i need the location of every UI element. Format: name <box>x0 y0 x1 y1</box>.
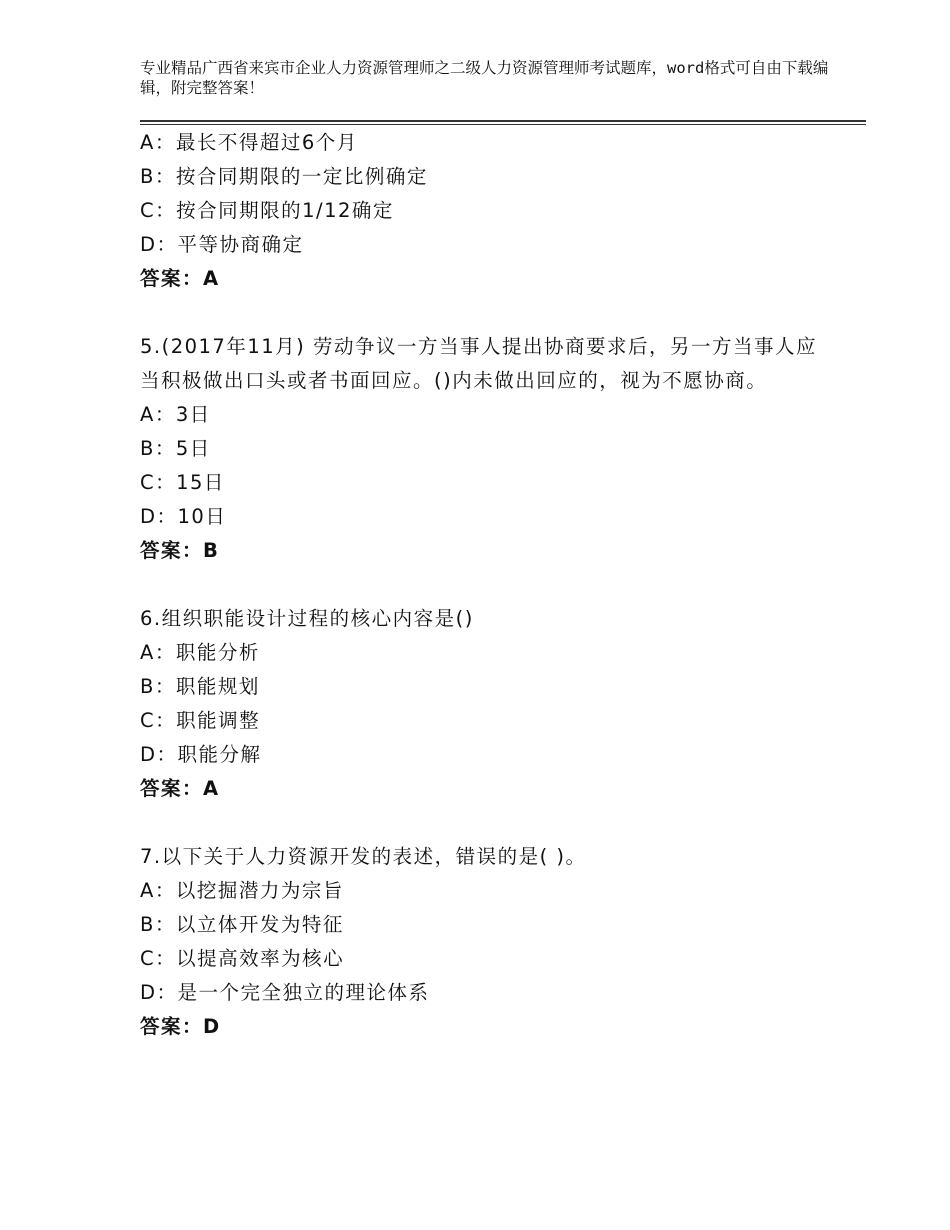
option-c: C：职能调整 <box>140 709 261 732</box>
question-7 <box>140 840 820 1044</box>
option-b: B：职能规划 <box>140 675 260 698</box>
option-d: D：平等协商确定 <box>140 233 304 256</box>
question-stem: 5.(2017年11月) 劳动争议一方当事人提出协商要求后，另一方当事人应当积极做出口头或者书面回应。()内未做出回应的，视为不愿协商。 <box>140 335 817 392</box>
question-list <box>140 126 820 1044</box>
answer: 答案：A <box>140 777 220 800</box>
answer: 答案：D <box>140 1015 221 1038</box>
question-4 <box>140 126 820 296</box>
option-d: D：职能分解 <box>140 743 262 766</box>
option-b: B：5日 <box>140 437 211 460</box>
option-a: A：3日 <box>140 403 211 426</box>
option-c: C：15日 <box>140 471 225 494</box>
answer: 答案：B <box>140 539 220 562</box>
option-a: A：以挖掘潜力为宗旨 <box>140 879 344 902</box>
header-rule-thick <box>140 120 866 122</box>
answer: 答案：A <box>140 267 220 290</box>
option-c: C：以提高效率为核心 <box>140 947 345 970</box>
header-title: 专业精品广西省来宾市企业人力资源管理师之二级人力资源管理师考试题库，word格式可自由下载编辑，附完整答案！ <box>140 59 829 97</box>
document-header <box>140 58 840 98</box>
option-b: B：以立体开发为特征 <box>140 913 344 936</box>
header-rule-thin <box>140 124 866 125</box>
option-a: A：职能分析 <box>140 641 260 664</box>
option-d: D：是一个完全独立的理论体系 <box>140 981 430 1004</box>
option-d: D：10日 <box>140 505 227 528</box>
question-stem: 6.组织职能设计过程的核心内容是() <box>140 607 474 630</box>
question-5 <box>140 330 820 568</box>
question-6 <box>140 602 820 806</box>
option-a: A：最长不得超过6个月 <box>140 131 358 154</box>
option-c: C：按合同期限的1/12确定 <box>140 199 394 222</box>
question-stem: 7.以下关于人力资源开发的表述，错误的是( )。 <box>140 845 587 868</box>
option-b: B：按合同期限的一定比例确定 <box>140 165 428 188</box>
